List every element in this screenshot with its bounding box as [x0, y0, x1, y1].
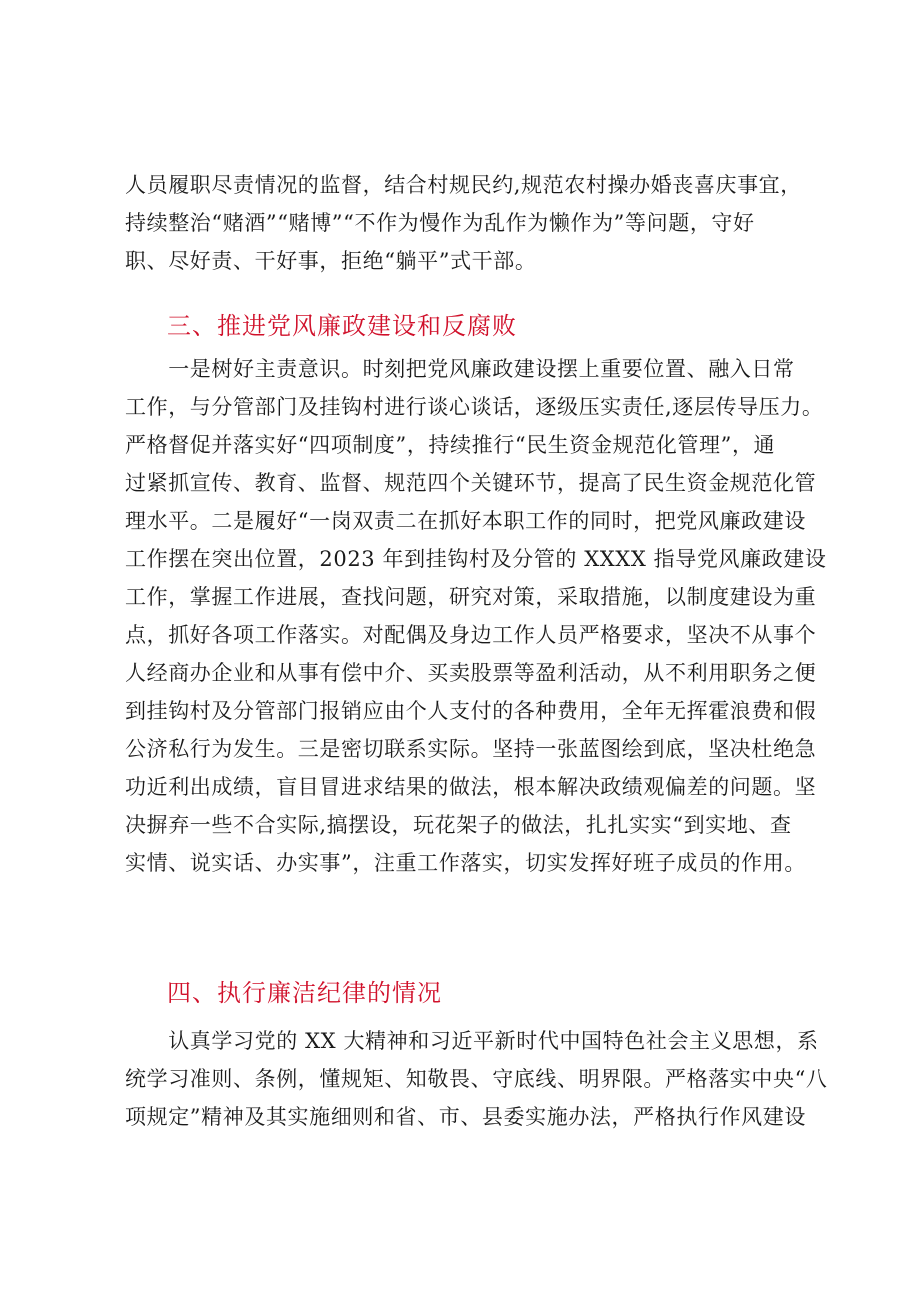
- section-3-paragraph: [125, 350, 825, 882]
- paragraph-line: 公济私行为发生。三是密切联系实际。坚持一张蓝图绘到底，坚决杜绝急: [125, 737, 817, 761]
- paragraph-line: 严格督促并落实好“四项制度”，持续推行“民生资金规范化管理”，通: [125, 433, 776, 457]
- paragraph-line: 项规定”精神及其实施细则和省、市、县委实施办法，严格执行作风建设: [125, 1105, 806, 1129]
- paragraph-line: 认真学习党的 XX 大精神和习近平新时代中国特色社会主义思想，系: [125, 1029, 819, 1053]
- paragraph-line: 过紧抓宣传、教育、监督、规范四个关键环节，提高了民生资金规范化管: [125, 471, 817, 495]
- paragraph-line: 到挂钩村及分管部门报销应由个人支付的各种费用，全年无挥霍浪费和假: [125, 699, 817, 723]
- paragraph-line: 工作摆在突出位置，2023 年到挂钩村及分管的 XXXX 指导党风廉政建设: [125, 547, 827, 571]
- paragraph-line: 决摒弃一些不合实际,搞摆设，玩花架子的做法，扎扎实实“到实地、查: [125, 813, 792, 837]
- paragraph-line: 统学习准则、条例，懂规矩、知敬畏、守底线、明界限。严格落实中央“八: [125, 1067, 828, 1091]
- paragraph-line: 工作，与分管部门及挂钩村进行谈心谈话，逐级压实责任,逐层传导压力。: [125, 395, 824, 419]
- section-4-heading: 四、执行廉洁纪律的情况: [167, 979, 442, 1007]
- paragraph-line: 一是树好主责意识。时刻把党风廉政建设摆上重要位置、融入日常: [125, 357, 795, 381]
- paragraph-line: 工作，掌握工作进展，查找问题，研究对策，采取措施，以制度建设为重: [125, 585, 817, 609]
- section-4-paragraph: [125, 1022, 828, 1136]
- paragraph-line: 人员履职尽责情况的监督，结合村规民约,规范农村操办婚丧喜庆事宜，: [125, 173, 802, 197]
- paragraph-line: 职、尽好责、干好事，拒绝“躺平”式干部。: [125, 249, 537, 273]
- section-3-heading: 三、推进党风廉政建设和反腐败: [167, 312, 517, 340]
- paragraph-line: 点，抓好各项工作落实。对配偶及身边工作人员严格要求，坚决不从事个: [125, 623, 817, 647]
- paragraph-line: 实情、说实话、办实事”，注重工作落实，切实发挥好班子成员的作用。: [125, 851, 806, 875]
- paragraph-line: 人经商办企业和从事有偿中介、买卖股票等盈利活动，从不利用职务之便: [125, 661, 817, 685]
- paragraph-line: 功近利出成绩，盲目冒进求结果的做法，根本解决政绩观偏差的问题。坚: [125, 775, 817, 799]
- intro-paragraph: [125, 166, 825, 280]
- paragraph-line: 持续整治“赌酒”“赌博”“不作为慢作为乱作为懒作为”等问题，守好: [125, 211, 755, 235]
- paragraph-line: 理水平。二是履好“一岗双责二在抓好本职工作的同时，把党风廉政建设: [125, 509, 806, 533]
